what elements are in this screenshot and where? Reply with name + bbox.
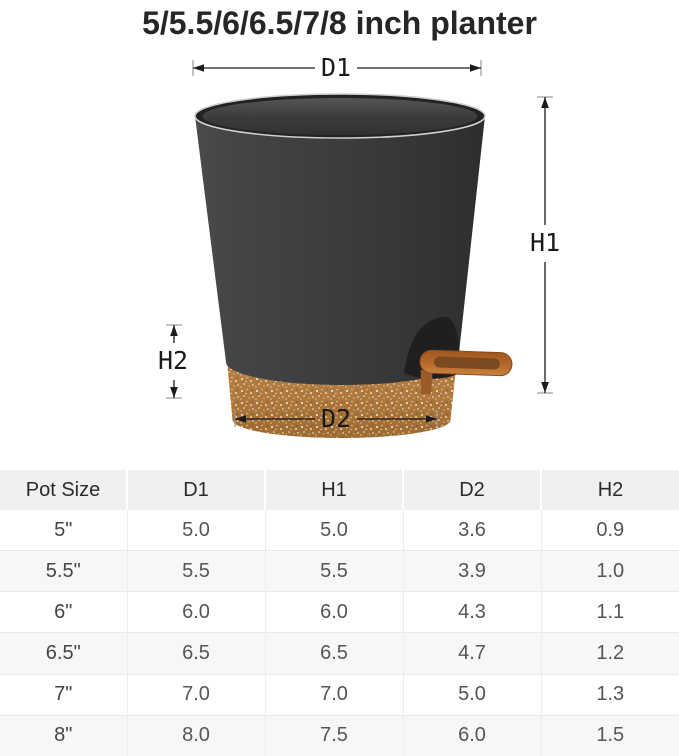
dim-label-d1: D1 (320, 53, 352, 82)
col-header-h1: H1 (265, 470, 403, 510)
cell-h2: 0.9 (541, 510, 679, 551)
table-header-row (0, 470, 679, 510)
table-row (0, 674, 679, 715)
pot-rim (195, 94, 485, 138)
cell-h2: 1.0 (541, 551, 679, 592)
planter-dimension-diagram (0, 40, 679, 460)
cell-d2: 3.9 (403, 551, 541, 592)
cell-h2: 1.2 (541, 633, 679, 674)
cell-d1: 6.0 (127, 592, 265, 633)
pot-interior (203, 98, 478, 135)
cell-pot-size: 5" (0, 510, 127, 551)
cell-d1: 8.0 (127, 715, 265, 756)
cell-h1: 5.5 (265, 551, 403, 592)
cell-pot-size: 6" (0, 592, 127, 633)
cell-h1: 7.0 (265, 674, 403, 715)
col-header-d1: D1 (127, 470, 265, 510)
cell-h1: 6.5 (265, 633, 403, 674)
page-title: 5/5.5/6/6.5/7/8 inch planter (142, 5, 537, 41)
cell-d1: 6.5 (127, 633, 265, 674)
cell-h1: 6.0 (265, 592, 403, 633)
col-header-pot-size: Pot Size (0, 470, 127, 510)
table-row (0, 715, 679, 756)
cell-h2: 1.3 (541, 674, 679, 715)
dim-label-d2: D2 (320, 404, 352, 433)
col-header-h2: H2 (541, 470, 679, 510)
cell-h1: 5.0 (265, 510, 403, 551)
cell-d2: 6.0 (403, 715, 541, 756)
cell-pot-size: 6.5" (0, 633, 127, 674)
cell-h2: 1.5 (541, 715, 679, 756)
cell-pot-size: 5.5" (0, 551, 127, 592)
cell-d2: 4.3 (403, 592, 541, 633)
dim-label-h2: H2 (157, 346, 189, 375)
cell-d1: 5.5 (127, 551, 265, 592)
cell-d1: 7.0 (127, 674, 265, 715)
table-row (0, 510, 679, 551)
table-row (0, 592, 679, 633)
cell-h2: 1.1 (541, 592, 679, 633)
cell-d2: 4.7 (403, 633, 541, 674)
cell-d2: 5.0 (403, 674, 541, 715)
cell-h1: 7.5 (265, 715, 403, 756)
cell-d2: 3.6 (403, 510, 541, 551)
planter-figure (0, 40, 679, 460)
col-header-d2: D2 (403, 470, 541, 510)
table-row (0, 551, 679, 592)
table-row (0, 633, 679, 674)
size-spec-table (0, 470, 679, 756)
cell-pot-size: 7" (0, 674, 127, 715)
dim-label-h1: H1 (529, 228, 561, 257)
cell-pot-size: 8" (0, 715, 127, 756)
cell-d1: 5.0 (127, 510, 265, 551)
